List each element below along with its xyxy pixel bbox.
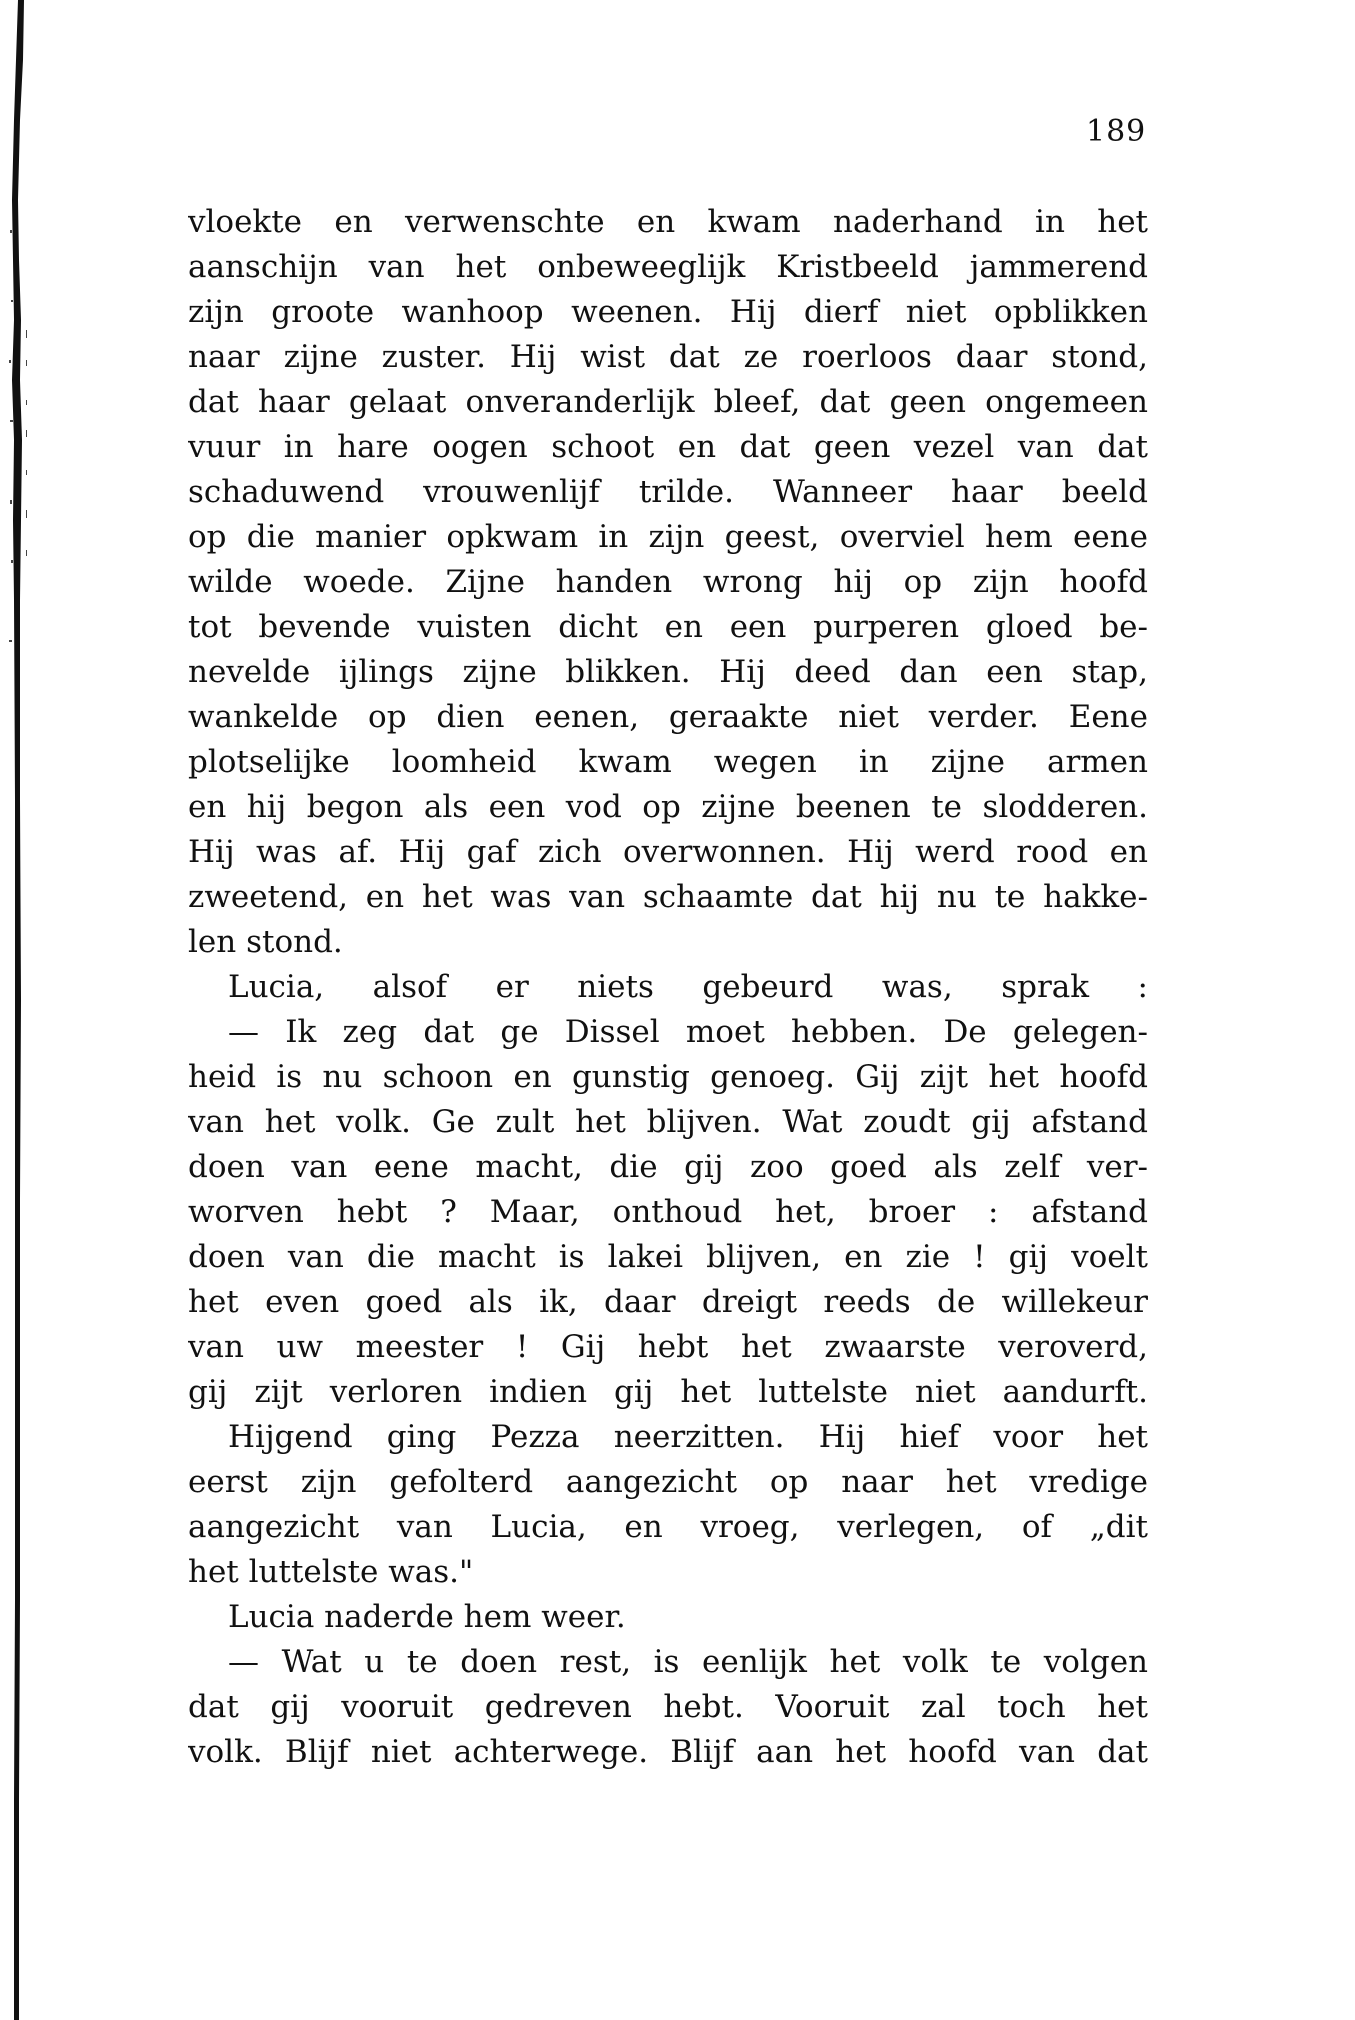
text-line: doen van eene macht, die gij zoo goed als zelf ver- [188,1149,1148,1185]
text-line: het luttelste was." [188,1554,474,1590]
text-line: op die manier opkwam in zijn geest, overviel hem eene [188,519,1148,555]
text-line: nevelde ijlings zijne blikken. Hij deed dan een stap, [188,654,1148,690]
text-line: volk. Blijf niet achterwege. Blijf aan het hoofd van dat [188,1734,1148,1770]
text-line: wankelde op dien eenen, geraakte niet verder. Eene [188,699,1148,735]
text-line: dat gij vooruit gedreven hebt. Vooruit zal toch het [188,1689,1148,1725]
text-line: schaduwend vrouwenlijf trilde. Wanneer haar beeld [188,474,1148,510]
text-line: Hij was af. Hij gaf zich overwonnen. Hij werd rood en [188,834,1148,870]
text-line: zijn groote wanhoop weenen. Hij dierf niet opblikken [188,294,1148,330]
text-line: vloekte en verwenschte en kwam naderhand in het [188,204,1148,240]
text-line: dat haar gelaat onveranderlijk bleef, dat geen ongemeen [188,384,1148,420]
text-line: het even goed als ik, daar dreigt reeds de willekeur [188,1284,1148,1320]
text-line: plotselijke loomheid kwam wegen in zijne armen [188,744,1148,780]
text-line: aanschijn van het onbeweeglijk Kristbeeld jammerend [188,249,1148,285]
text-line: zweetend, en het was van schaamte dat hij nu te hakke- [188,879,1148,915]
text-line: eerst zijn gefolterd aangezicht op naar het vredige [188,1464,1148,1500]
text-line: van uw meester ! Gij hebt het zwaarste veroverd, [188,1329,1148,1365]
text-line: heid is nu schoon en gunstig genoeg. Gij zijt het hoofd [188,1059,1148,1095]
scanned-page-binding-edge [8,0,30,2020]
text-line: doen van die macht is lakei blijven, en zie ! gij voelt [188,1239,1148,1275]
page-number: 189 [1086,114,1147,149]
text-line: — Wat u te doen rest, is eenlijk het volk te volgen [228,1644,1148,1680]
text-line: Lucia naderde hem weer. [228,1599,626,1635]
text-line: aangezicht van Lucia, en vroeg, verlegen, of „dit [188,1509,1148,1545]
text-line: wilde woede. Zijne handen wrong hij op zijn hoofd [188,564,1148,600]
text-line: vuur in hare oogen schoot en dat geen vezel van dat [188,429,1148,465]
text-line: — Ik zeg dat ge Dissel moet hebben. De gelegen- [228,1014,1148,1050]
text-line: naar zijne zuster. Hij wist dat ze roerloos daar stond, [188,339,1148,375]
body-text [188,200,1148,1775]
text-line: van het volk. Ge zult het blijven. Wat zoudt gij afstand [188,1104,1148,1140]
text-line: tot bevende vuisten dicht en een purperen gloed be- [188,609,1148,645]
text-line: gij zijt verloren indien gij het luttelste niet aandurft. [188,1374,1148,1410]
text-line: worven hebt ? Maar, onthoud het, broer : afstand [188,1194,1148,1230]
text-line: Lucia, alsof er niets gebeurd was, sprak : [228,969,1148,1005]
text-line: len stond. [188,924,343,960]
text-line: en hij begon als een vod op zijne beenen te slodderen. [188,789,1148,825]
text-line: Hijgend ging Pezza neerzitten. Hij hief voor het [228,1419,1148,1455]
